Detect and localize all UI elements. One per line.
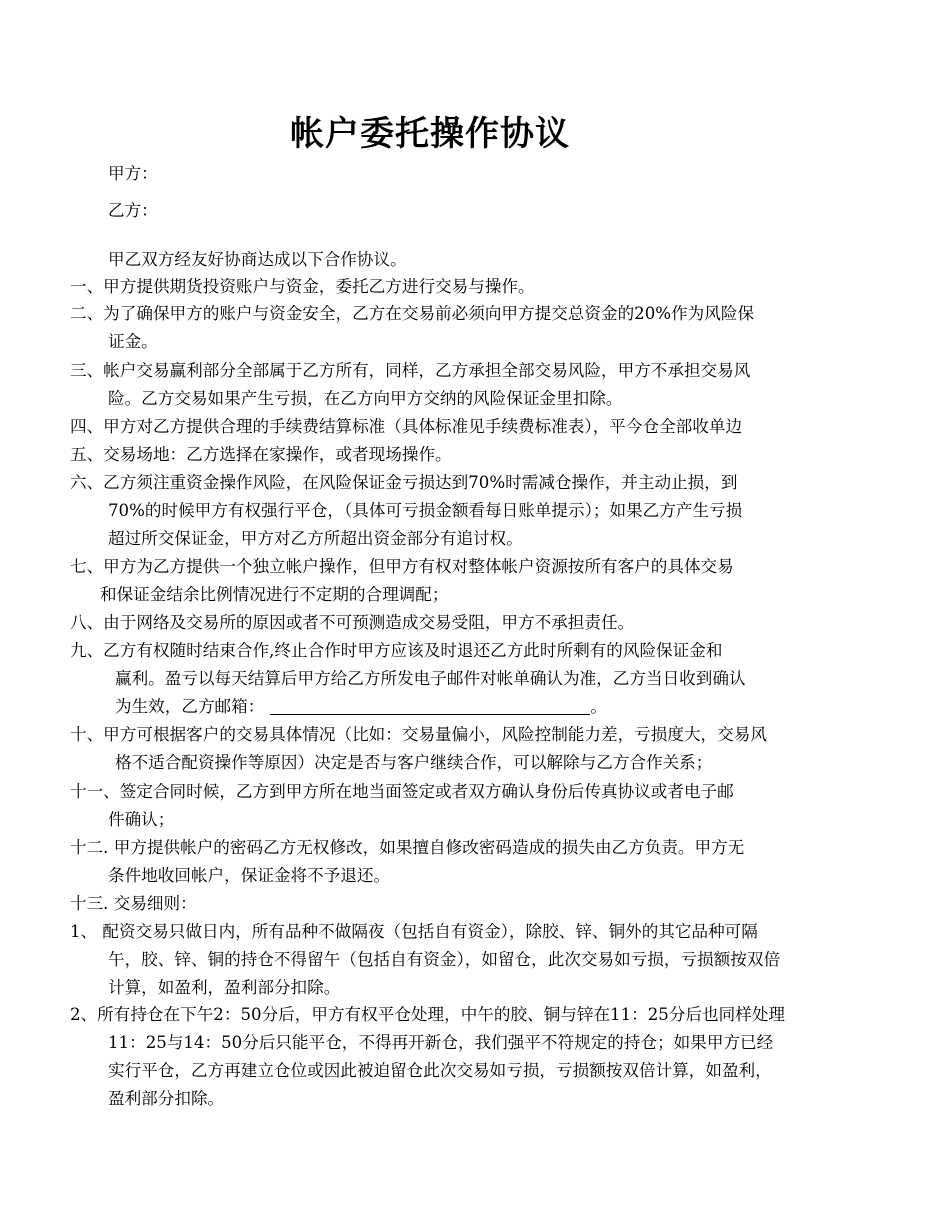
clause-9-line-3	[115, 693, 607, 721]
clause-13-heading: 十三. 交易细则：	[70, 894, 197, 913]
rule-1-line-3: 计算，如盈利，盈利部分扣除。	[108, 978, 341, 997]
clause-9-line-1: 九、乙方有权随时结束合作,终止合作时甲方应该及时退还乙方此时所剩有的风险保证金和	[70, 641, 723, 660]
clause-3-line-1: 三、帐户交易赢利部分全部属于乙方所有，同样，乙方承担全部交易风险，甲方不承担交易风	[70, 361, 751, 380]
clause-7-line-2: 和保证金结余比例情况进行不定期的合理调配；	[100, 585, 449, 604]
rule-2-line-4: 盈利部分扣除。	[108, 1089, 225, 1108]
clause-12-line-1: 十二. 甲方提供帐户的密码乙方无权修改，如果擅自修改密码造成的损失由乙方负责。甲方无	[70, 838, 745, 857]
rule-2-line-1: 2、所有持仓在下午2：50分后，甲方有权平仓处理，中午的胶、铜与锌在11：25分后也同样处理	[70, 1005, 786, 1024]
email-blank-line	[270, 696, 590, 715]
document-title: 帐户委托操作协议	[290, 114, 570, 154]
clause-7-line-1: 七、甲方为乙方提供一个独立帐户操作，但甲方有权对整体帐户资源按所有客户的具体交易	[70, 557, 734, 576]
clause-8: 八、由于网络及交易所的原因或者不可预测造成交易受阻，甲方不承担责任。	[70, 613, 635, 632]
clause-5: 五、交易场地：乙方选择在家操作，或者现场操作。	[70, 445, 452, 464]
clause-4: 四、甲方对乙方提供合理的手续费结算标准（具体标准见手续费标准表），平今仓全部收单边	[70, 417, 743, 436]
clause-11-line-2: 件确认；	[108, 810, 175, 829]
clause-12-line-2: 条件地收回帐户，保证金将不予退还。	[108, 866, 391, 885]
clause-1: 一、甲方提供期货投资账户与资金，委托乙方进行交易与操作。	[70, 277, 535, 296]
rule-2-line-2: 11：25与14：50分后只能平仓，不得再开新仓，我们强平不符规定的持仓；如果甲方已经	[108, 1033, 774, 1052]
rule-2-line-3: 实行平仓，乙方再建立仓位或因此被迫留仓此次交易如亏损，亏损额按双倍计算，如盈利，	[108, 1061, 772, 1080]
clause-6-line-1: 六、乙方须注重资金操作风险，在风险保证金亏损达到70%时需减仓操作，并主动止损，到	[70, 473, 738, 492]
clause-2-line-2: 证金。	[108, 332, 158, 351]
clause-10-line-2: 格不适合配资操作等原因）决定是否与客户继续合作，可以解除与乙方合作关系；	[115, 753, 713, 772]
clause-9-line-2: 赢利。盈亏以每天结算后甲方给乙方所发电子邮件对帐单确认为准，乙方当日收到确认	[115, 669, 746, 688]
clause-10-line-1: 十、甲方可根据客户的交易具体情况（比如：交易量偏小，风险控制能力差，亏损度大，交易风	[70, 725, 767, 744]
party-b-label: 乙方：	[108, 201, 158, 220]
clause-11-line-1: 十一、签定合同时候，乙方到甲方所在地当面签定或者双方确认身份后传真协议或者电子邮	[70, 782, 734, 801]
rule-1-line-2: 午，胶、锌、铜的持仓不得留午（包括自有资金），如留仓，此次交易如亏损，亏损额按双倍	[108, 950, 781, 969]
clause-2-line-1: 二、为了确保甲方的账户与资金安全，乙方在交易前必须向甲方提交总资金的20%作为风险保	[70, 304, 755, 323]
email-period: 。	[590, 697, 607, 716]
clause-6-line-3: 超过所交保证金，甲方对乙方所超出资金部分有追讨权。	[108, 529, 523, 548]
rule-1-line-1: 1、 配资交易只做日内，所有品种不做隔夜（包括自有资金），除胶、锌、铜外的其它品种可隔	[70, 922, 758, 941]
intro-text: 甲乙双方经友好协商达成以下合作协议。	[108, 250, 407, 269]
party-a-label: 甲方：	[108, 164, 158, 183]
clause-3-line-2: 险。乙方交易如果产生亏损，在乙方向甲方交纳的风险保证金里扣除。	[108, 389, 623, 408]
clause-6-line-2: 70%的时候甲方有权强行平仓，（具体可亏损金额看每日账单提示）；如果乙方产生亏损	[108, 501, 743, 520]
email-label: 为生效，乙方邮箱：	[115, 697, 265, 716]
